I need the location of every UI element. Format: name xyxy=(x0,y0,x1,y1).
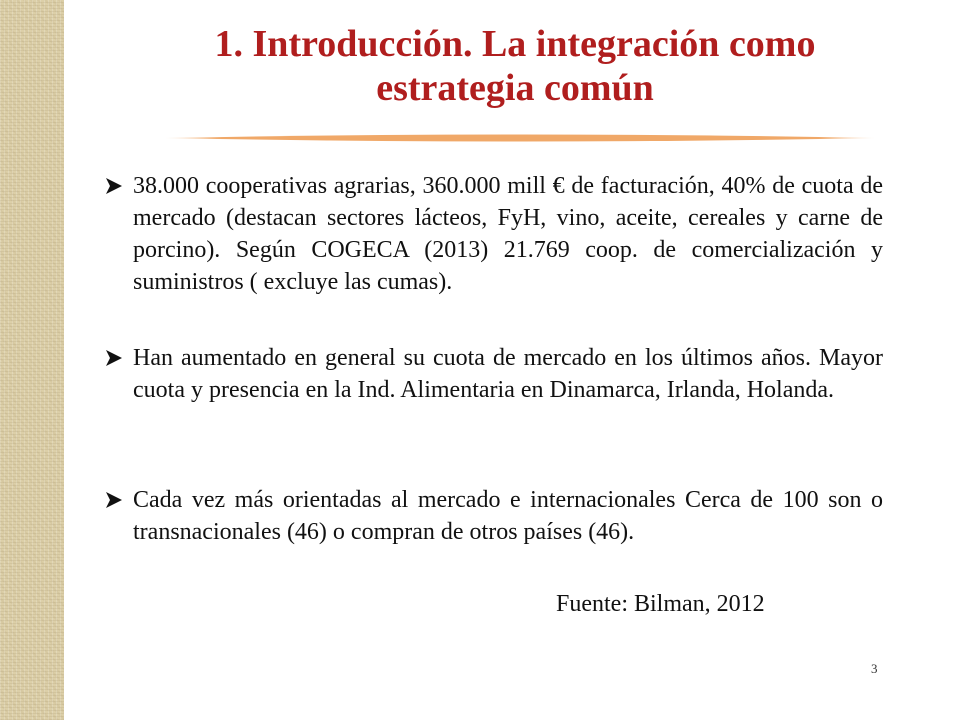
slide-title xyxy=(120,22,910,110)
bullet-text: 38.000 cooperativas agrarias, 360.000 mill € de facturación, 40% de cuota de mercado (destacan sectores lácteos, FyH, vino, aceite, cereales y carne de porcino). Según COGECA (2013) 21.769 coop. de comercialización y suministros ( excluye las cumas). xyxy=(133,173,883,295)
bullet-text: Cada vez más orientadas al mercado e internacionales Cerca de 100 son o transnacionales (46) o compran de otros países (46). xyxy=(133,487,883,545)
bullet-item xyxy=(103,170,883,298)
arrow-bullet-icon xyxy=(103,342,125,374)
page-number: 3 xyxy=(871,661,878,676)
bullet-item xyxy=(103,342,883,406)
arrow-bullet-icon xyxy=(103,170,125,202)
arrow-bullet-icon xyxy=(103,484,125,516)
title-line-1: 1. Introducción. La integración como xyxy=(214,23,816,65)
textured-sidebar xyxy=(0,0,64,720)
title-underline xyxy=(165,133,875,143)
source-citation: Fuente: Bilman, 2012 xyxy=(556,591,765,617)
title-line-2: estrategia común xyxy=(376,67,654,109)
bullet-text: Han aumentado en general su cuota de mercado en los últimos años. Mayor cuota y presencia en la Ind. Alimentaria en Dinamarca, Irlanda, Holanda. xyxy=(133,345,883,403)
bullet-item xyxy=(103,484,883,548)
